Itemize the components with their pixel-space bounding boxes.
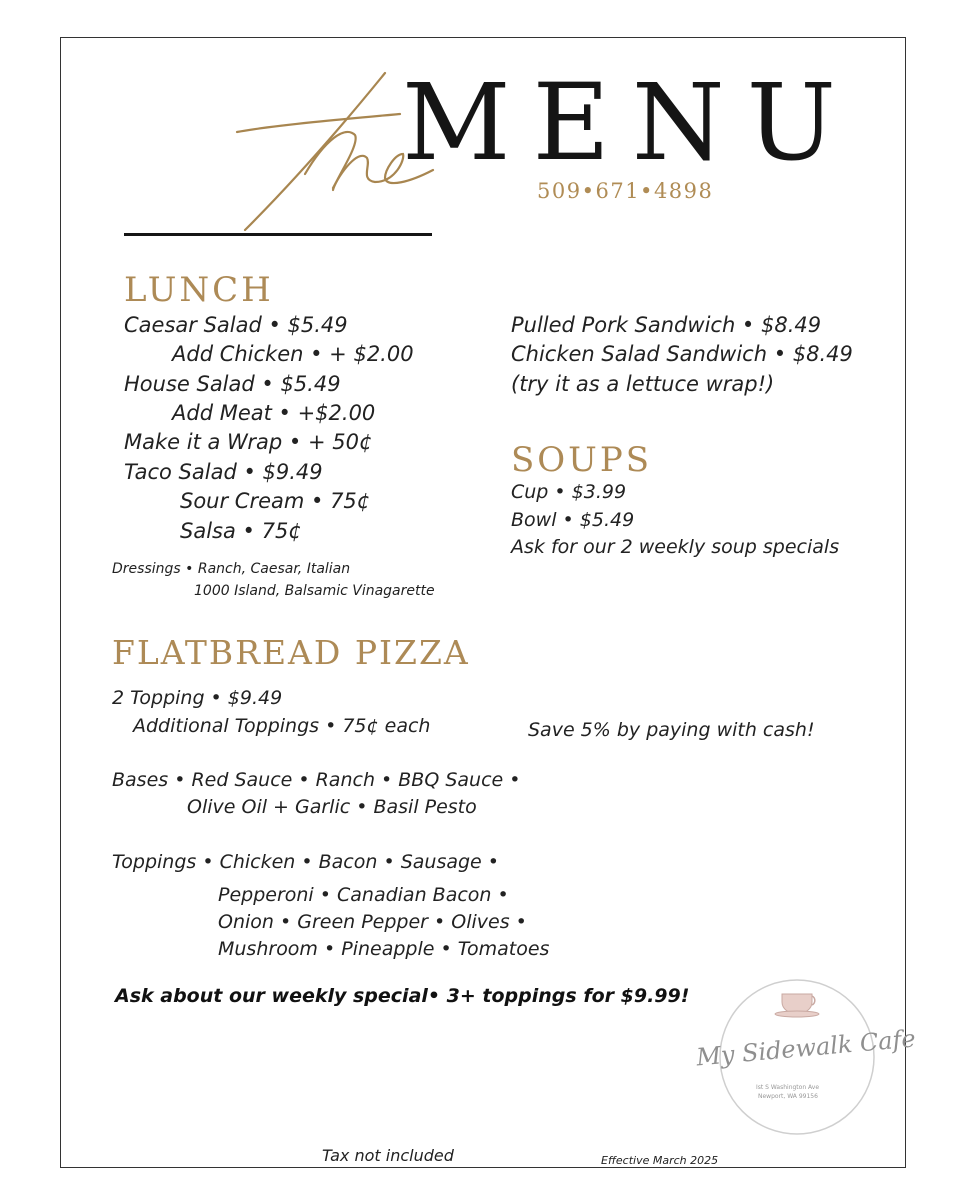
weekly-special: Ask about our weekly special• 3+ toppings for $9.99! (115, 985, 690, 1007)
coffee-cup-icon (775, 994, 819, 1017)
logo-address-line: Ist S Washington Ave (756, 1084, 820, 1091)
lunch-item: Caesar Salad • $5.49 (124, 313, 348, 337)
effective-date: Effective March 2025 (601, 1154, 719, 1167)
lunch-item: Add Chicken • + $2.00 (172, 342, 414, 366)
lunch-item: Salsa • 75¢ (180, 519, 302, 543)
soup-item: Bowl • $5.49 (511, 509, 635, 531)
logo-cafe-name: My Sidewalk Cafe (695, 1024, 917, 1072)
bases-line: Bases • Red Sauce • Ranch • BBQ Sauce • (112, 769, 521, 791)
soup-item: Cup • $3.99 (511, 481, 627, 503)
logo-address-line: Newport, WA 99156 (758, 1093, 818, 1100)
soups-heading: SOUPS (511, 440, 652, 480)
cafe-logo (695, 978, 917, 1136)
flatbread-item: Additional Toppings • 75¢ each (133, 715, 431, 737)
flatbread-item: 2 Topping • $9.49 (112, 687, 283, 709)
toppings-line: Mushroom • Pineapple • Tomatoes (218, 938, 550, 960)
dressings-line: 1000 Island, Balsamic Vinagarette (194, 583, 435, 599)
dressings-line: Dressings • Ranch, Caesar, Italian (112, 561, 351, 577)
sandwich-item: Pulled Pork Sandwich • $8.49 (511, 313, 822, 337)
header-divider (124, 233, 432, 236)
lunch-item: Taco Salad • $9.49 (124, 460, 323, 484)
tax-note: Tax not included (322, 1146, 454, 1165)
toppings-line: Onion • Green Pepper • Olives • (218, 911, 527, 933)
menu-title: MENU (402, 61, 858, 184)
phone-number: 509•671•4898 (537, 179, 714, 203)
lunch-item: Sour Cream • 75¢ (180, 489, 371, 513)
bases-line: Olive Oil + Garlic • Basil Pesto (187, 796, 477, 818)
flatbread-heading: FLATBREAD PIZZA (112, 633, 470, 672)
lunch-heading: LUNCH (124, 270, 274, 310)
lunch-item: Make it a Wrap • + 50¢ (124, 430, 373, 454)
lunch-item: House Salad • $5.49 (124, 372, 341, 396)
sandwich-note: (try it as a lettuce wrap!) (511, 372, 775, 396)
cash-discount-note: Save 5% by paying with cash! (528, 719, 815, 741)
soup-note: Ask for our 2 weekly soup specials (511, 536, 840, 558)
toppings-line: Toppings • Chicken • Bacon • Sausage • (112, 851, 499, 873)
toppings-line: Pepperoni • Canadian Bacon • (218, 884, 509, 906)
sandwich-item: Chicken Salad Sandwich • $8.49 (511, 342, 853, 366)
lunch-item: Add Meat • +$2.00 (172, 401, 376, 425)
